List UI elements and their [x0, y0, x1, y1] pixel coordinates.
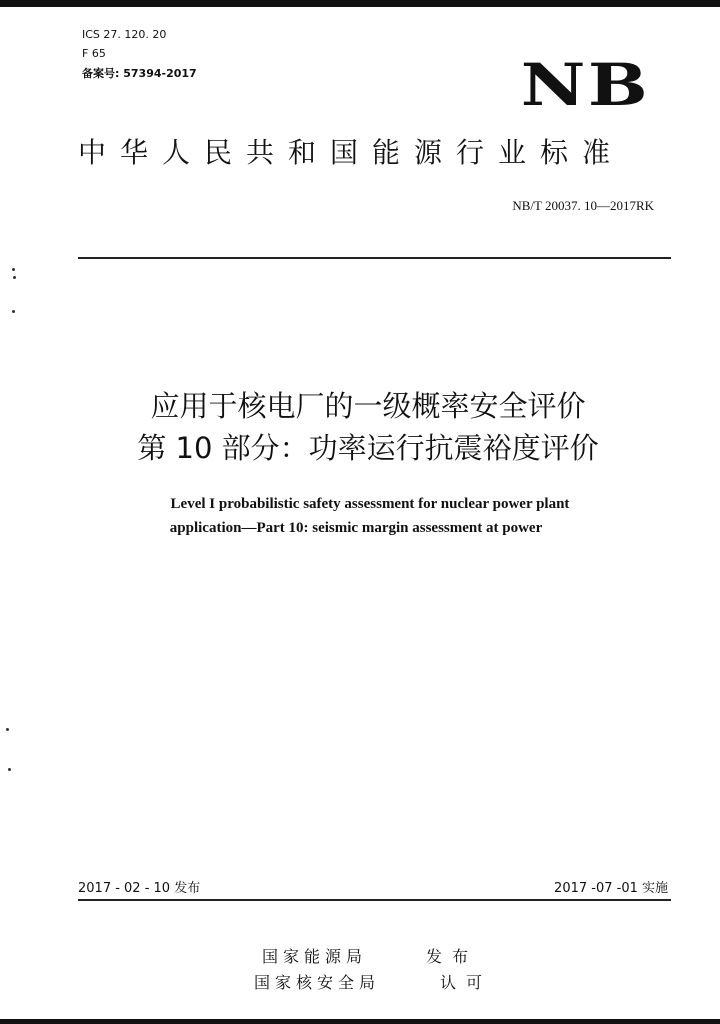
- standard-number: NB/T 20037. 10—2017RK: [512, 198, 654, 213]
- document-title-cn-line2: 第 10 部分：功率运行抗震裕度评价: [137, 431, 599, 465]
- ics-code: ICS 27. 120. 20: [82, 28, 167, 41]
- bottom-divider: [78, 899, 671, 901]
- authority-action-publish: 发布: [426, 947, 479, 966]
- scan-speck: [6, 728, 9, 731]
- classification-code: F 65: [82, 47, 106, 60]
- scan-bottom-edge: [0, 1019, 720, 1024]
- scan-speck: [12, 268, 15, 271]
- document-title-en-line1: Level I probabilistic safety assessment for nuclear power plant: [170, 496, 570, 512]
- top-divider: [78, 257, 671, 259]
- implementation-date: 2017 -07 -01 实施: [554, 881, 668, 896]
- nb-logo: NB: [520, 51, 651, 119]
- authority-energy-admin: 国家能源局: [262, 947, 368, 966]
- document-title-en-line2: application—Part 10: seismic margin assessment at power: [169, 520, 543, 536]
- issue-date: 2017 - 02 - 10 发布: [78, 881, 201, 896]
- scan-speck: [13, 276, 16, 279]
- scan-speck: [12, 310, 15, 313]
- document-title-cn-line1: 应用于核电厂的一级概率安全评价: [150, 389, 586, 423]
- authority-action-approve: 认可: [440, 973, 493, 992]
- record-number: 备案号: 57394-2017: [82, 67, 197, 80]
- scan-speck: [8, 768, 11, 771]
- authority-nuclear-safety: 国家核安全局: [254, 973, 381, 992]
- issuing-body-title: 中华人民共和国能源行业标准: [78, 136, 625, 169]
- scan-top-edge: [0, 0, 720, 7]
